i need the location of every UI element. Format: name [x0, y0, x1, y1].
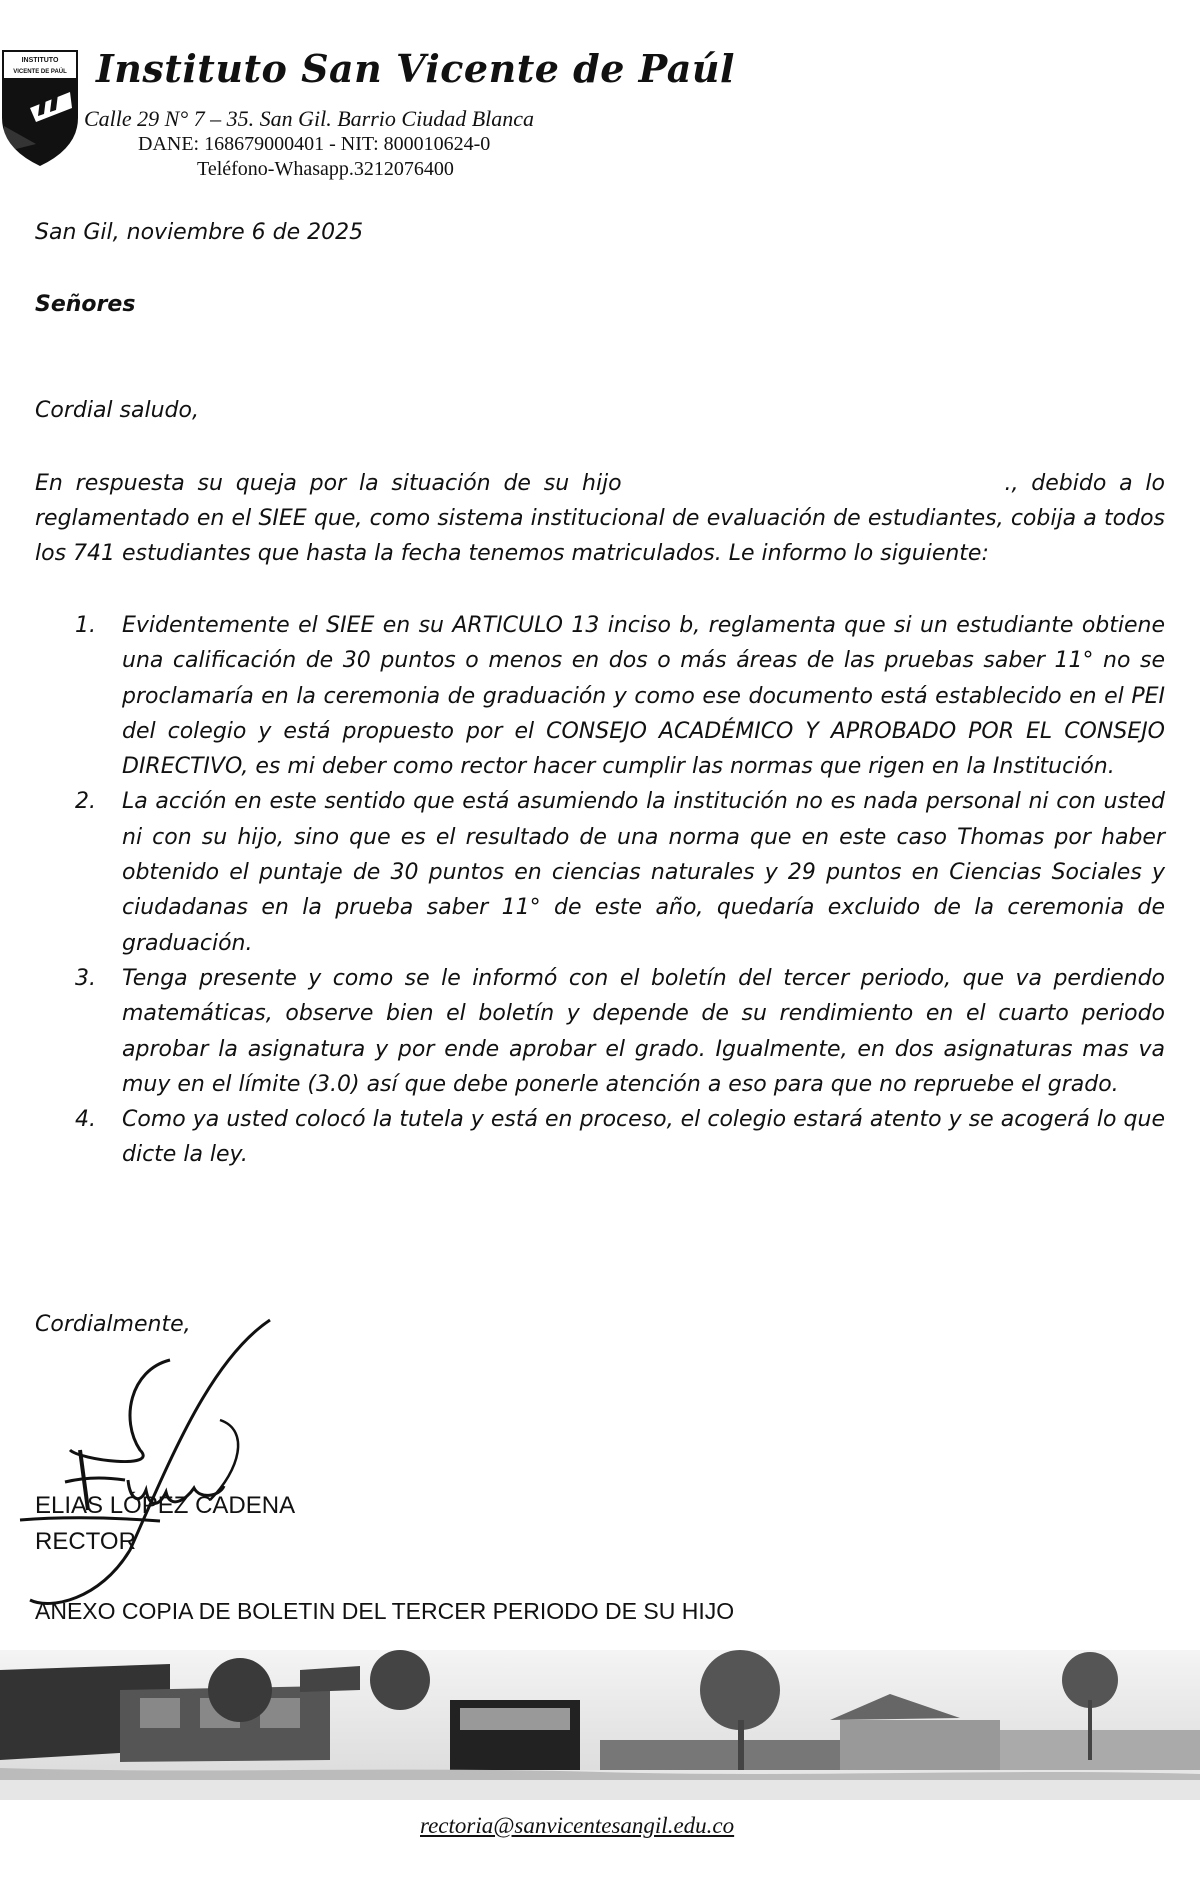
list-item: [75, 608, 1165, 784]
letter-intro: [35, 466, 1165, 571]
intro-text-end: ., debido a lo reglamentado en el SIEE que, como sistema institucional de evaluación de estudiantes, cobija a todos los 741 estudiantes que hasta la fecha tenemos matriculados. Le informo lo siguiente:: [35, 471, 1165, 566]
intro-text-start: En respuesta su queja por la situación de su hijo: [35, 471, 635, 496]
list-item-text: Como ya usted colocó la tutela y está en proceso, el colegio estará atento y se acogerá lo que dicte la ley.: [122, 1107, 1165, 1168]
letter-closing: Cordialmente,: [35, 1312, 191, 1337]
letter-recipient: Señores: [35, 292, 136, 317]
list-item: [75, 1102, 1165, 1173]
list-item-number: 1.: [75, 613, 96, 638]
handwritten-signature: [10, 1300, 310, 1620]
crest-text-bottom: VICENTE DE PAÚL: [13, 69, 67, 75]
list-item-number: 2.: [75, 789, 96, 815]
letter-greeting: Cordial saludo,: [35, 398, 199, 423]
list-item: [75, 784, 1165, 960]
list-item-text: La acción en este sentido que está asumiendo la institución no es nada personal ni con usted ni con su hijo, sino que es el resultado de una norma que en este caso Thomas por haber obtenido el puntaje de 30 puntos en ciencias naturales y 29 puntos en Ciencias Sociales y ciudadanas en la prueba saber 11° de este año, quedaría excluido de la ceremonia de graduación.: [122, 789, 1165, 956]
institution-address: Calle 29 N° 7 – 35. San Gil. Barrio Ciudad Blanca: [84, 106, 535, 131]
list-item-number: 4.: [75, 1107, 96, 1133]
crest-text-top: INSTITUTO: [21, 57, 59, 64]
school-building-photo: [0, 1650, 1200, 1800]
list-item-number: 3.: [75, 965, 96, 991]
signer-role: RECTOR: [35, 1528, 136, 1555]
letter-date: San Gil, noviembre 6 de 2025: [35, 220, 364, 245]
annex-note: ANEXO COPIA DE BOLETIN DEL TERCER PERIODO DE SU HIJO: [35, 1598, 735, 1624]
school-crest-logo: [0, 48, 80, 168]
list-item-text: Tenga presente y como se le informó con el boletín del tercer periodo, que va perdiendo matemáticas, observe bien el boletín y depende de su rendimiento en el cuarto periodo aprobar la asignatura y por ende aprobar el grado. Igualmente, en dos asignaturas mas va muy en el límite (3.0) así que debe ponerle atención a eso para que no repruebe el grado.: [122, 965, 1165, 1097]
numbered-points-list: [75, 608, 1165, 1173]
institution-phone: Teléfono-Whasapp.3212076400: [197, 158, 454, 180]
list-item: [75, 961, 1165, 1102]
signer-name: ELIAS LÓPEZ CADENA: [35, 1492, 296, 1519]
institution-name: Instituto San Vicente de Paúl: [96, 46, 735, 91]
institution-ids: DANE: 168679000401 - NIT: 800010624-0: [138, 133, 491, 155]
contact-email: rectoria@sanvicentesangil.edu.co: [420, 1813, 735, 1838]
list-item-text: Evidentemente el SIEE en su ARTICULO 13 inciso b, reglamenta que si un estudiante obtiene una calificación de 30 puntos o menos en dos o más áreas de las pruebas saber 11° no se proclamaría en la ceremonia de graduación y como ese documento está establecido en el PEI del colegio y está propuesto por el CONSEJO ACADÉMICO Y APROBADO POR EL CONSEJO DIRECTIVO, es mi deber como rector hacer cumplir las normas que rigen en la Institución.: [122, 613, 1165, 780]
